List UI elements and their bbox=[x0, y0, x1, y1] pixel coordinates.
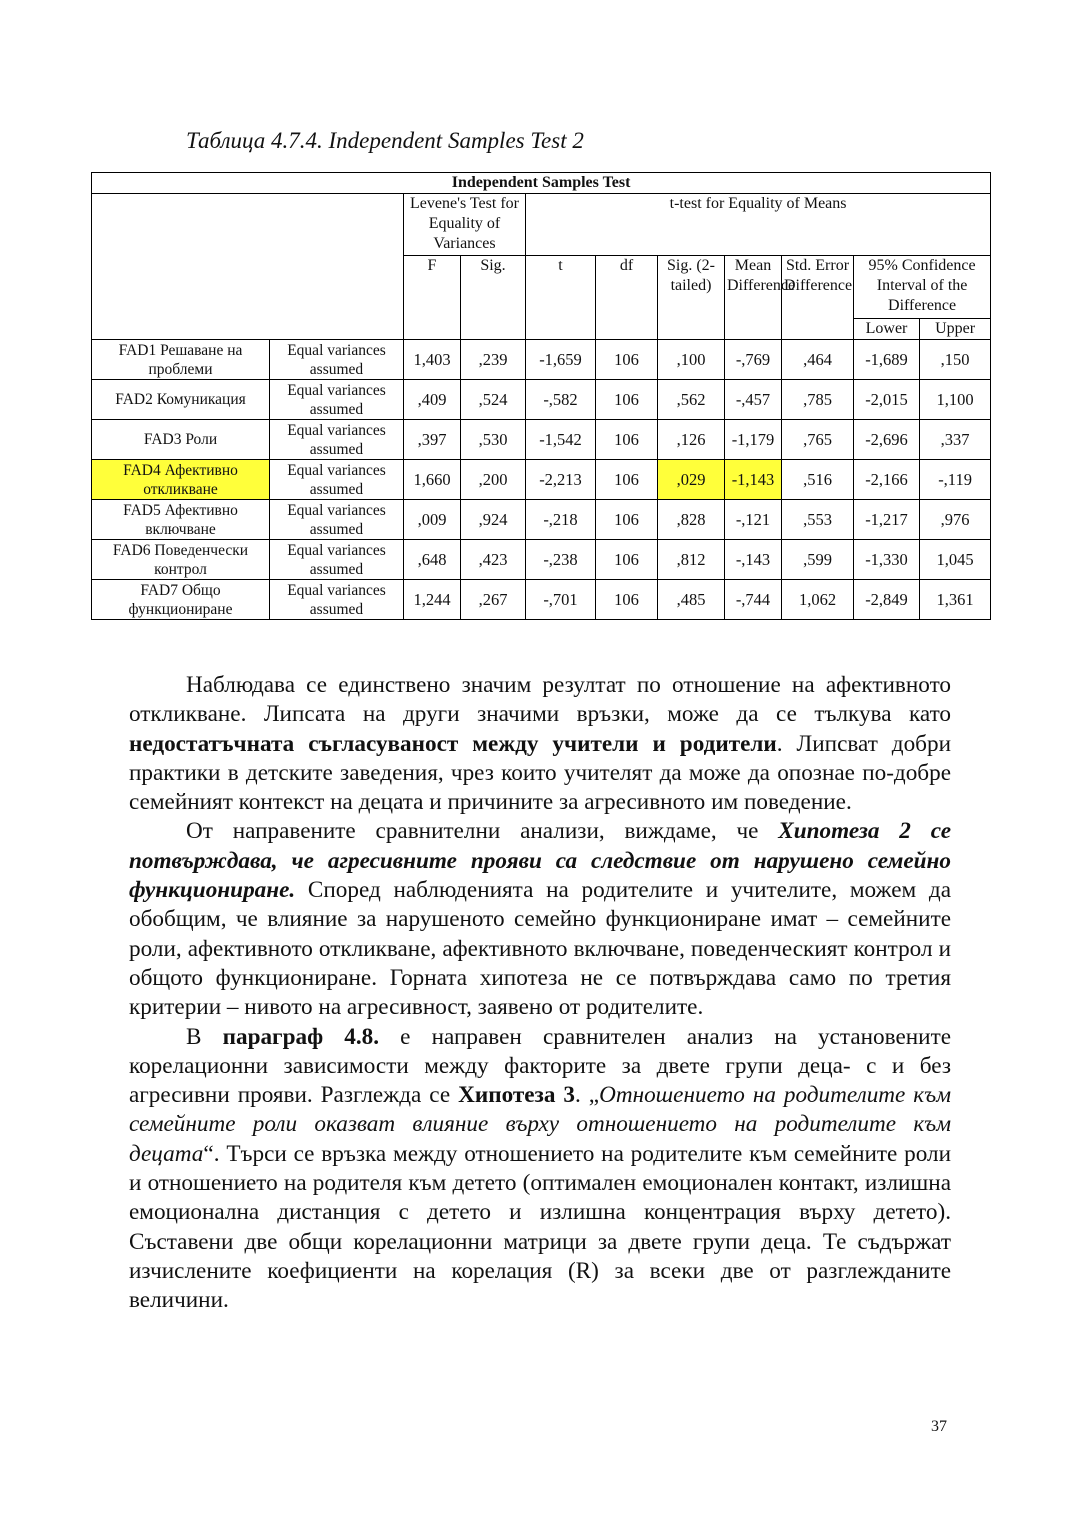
cell-lower: -2,849 bbox=[854, 580, 920, 620]
p2-text-a: От направените сравнителни анализи, виждаме, че bbox=[186, 818, 779, 845]
cell-sig: ,924 bbox=[461, 500, 526, 540]
paragraph-2 bbox=[129, 817, 951, 1022]
cell-upper: ,976 bbox=[920, 500, 991, 540]
row-label: FAD3 Роли bbox=[92, 420, 270, 460]
table-caption: Таблица 4.7.4. Independent Samples Test 2 bbox=[186, 128, 584, 153]
cell-t: -1,659 bbox=[526, 340, 596, 380]
levene-header: Levene's Test for Equality of Variances bbox=[404, 194, 526, 256]
cell-sig2: ,100 bbox=[658, 340, 725, 380]
row-assumption: Equal variances assumed bbox=[270, 420, 404, 460]
cell-lower: -1,689 bbox=[854, 340, 920, 380]
ttest-header: t-test for Equality of Means bbox=[526, 194, 991, 256]
cell-sig2: ,126 bbox=[658, 420, 725, 460]
cell-std-error: ,464 bbox=[782, 340, 854, 380]
table-row-highlighted bbox=[92, 460, 991, 500]
p3-bold-paragraph-ref: параграф 4.8. bbox=[222, 1023, 380, 1050]
table-row bbox=[92, 580, 991, 620]
cell-upper: 1,045 bbox=[920, 540, 991, 580]
p3-bold-hypothesis: Хипотеза 3 bbox=[458, 1082, 576, 1109]
table-row bbox=[92, 420, 991, 460]
cell-df: 106 bbox=[596, 500, 658, 540]
col-f: F bbox=[404, 256, 461, 340]
cell-std-error: ,785 bbox=[782, 380, 854, 420]
cell-std-error: ,599 bbox=[782, 540, 854, 580]
page-number: 37 bbox=[931, 1418, 947, 1435]
cell-t: -,238 bbox=[526, 540, 596, 580]
cell-sig2: ,812 bbox=[658, 540, 725, 580]
p3-text-c: е направен сравнителен анализ на установените корелационни зависимости между факторите за двете групи деца- с и без агресивни прояви. Разглежда се bbox=[129, 1023, 951, 1109]
cell-df: 106 bbox=[596, 420, 658, 460]
cell-upper: 1,361 bbox=[920, 580, 991, 620]
col-sig2: Sig. (2-tailed) bbox=[658, 256, 725, 340]
cell-std-error: ,553 bbox=[782, 500, 854, 540]
cell-f: ,409 bbox=[404, 380, 461, 420]
p1-text-c: . Липсват добри практики в детските заведения, чрез които учителят да може да опознае по-добре семейният контекст на децата и причините за агресивното им поведение. bbox=[129, 730, 951, 816]
row-label: FAD1 Решаване на проблеми bbox=[92, 340, 270, 380]
cell-f: 1,244 bbox=[404, 580, 461, 620]
p3-text-e: . „ bbox=[575, 1082, 600, 1109]
p1-bold: недостатъчната съгласуваност между учители и родители bbox=[129, 730, 777, 757]
col-std-error: Std. Error Difference bbox=[782, 256, 854, 340]
row-label: FAD2 Комуникация bbox=[92, 380, 270, 420]
header-blank bbox=[92, 194, 404, 340]
col-sig: Sig. bbox=[461, 256, 526, 340]
col-mean-diff: Mean Difference bbox=[725, 256, 782, 340]
row-label: FAD7 Общо функциониране bbox=[92, 580, 270, 620]
cell-mean-diff: -,143 bbox=[725, 540, 782, 580]
cell-f: ,648 bbox=[404, 540, 461, 580]
cell-df: 106 bbox=[596, 460, 658, 500]
cell-df: 106 bbox=[596, 580, 658, 620]
row-label: FAD5 Афективно включване bbox=[92, 500, 270, 540]
row-assumption: Equal variances assumed bbox=[270, 500, 404, 540]
cell-std-error: 1,062 bbox=[782, 580, 854, 620]
row-assumption: Equal variances assumed bbox=[270, 380, 404, 420]
row-assumption: Equal variances assumed bbox=[270, 580, 404, 620]
cell-lower: -2,015 bbox=[854, 380, 920, 420]
cell-lower: -2,166 bbox=[854, 460, 920, 500]
cell-mean-diff-highlighted: -1,143 bbox=[725, 460, 782, 500]
col-ci: 95% Confidence Interval of the Difference bbox=[854, 256, 991, 319]
cell-sig: ,239 bbox=[461, 340, 526, 380]
cell-upper: ,150 bbox=[920, 340, 991, 380]
cell-f: 1,403 bbox=[404, 340, 461, 380]
cell-t: -2,213 bbox=[526, 460, 596, 500]
paragraph-3 bbox=[129, 1023, 951, 1316]
table-row bbox=[92, 500, 991, 540]
cell-sig: ,530 bbox=[461, 420, 526, 460]
table-row bbox=[92, 340, 991, 380]
cell-sig: ,267 bbox=[461, 580, 526, 620]
p2-bold-italic: Хипотеза 2 се потвърждава, че агресивните прояви са следствие от нарушено семейно функциониране. bbox=[129, 818, 951, 904]
table-title: Independent Samples Test bbox=[92, 173, 991, 194]
cell-upper: 1,100 bbox=[920, 380, 991, 420]
cell-sig: ,524 bbox=[461, 380, 526, 420]
row-label: FAD6 Поведенчески контрол bbox=[92, 540, 270, 580]
cell-sig2: ,562 bbox=[658, 380, 725, 420]
cell-std-error: ,765 bbox=[782, 420, 854, 460]
cell-sig: ,200 bbox=[461, 460, 526, 500]
cell-t: -,701 bbox=[526, 580, 596, 620]
cell-t: -,582 bbox=[526, 380, 596, 420]
cell-mean-diff: -,121 bbox=[725, 500, 782, 540]
cell-df: 106 bbox=[596, 380, 658, 420]
col-upper: Upper bbox=[920, 319, 991, 340]
cell-lower: -1,330 bbox=[854, 540, 920, 580]
cell-df: 106 bbox=[596, 540, 658, 580]
row-assumption: Equal variances assumed bbox=[270, 460, 404, 500]
col-lower: Lower bbox=[854, 319, 920, 340]
cell-f: ,009 bbox=[404, 500, 461, 540]
cell-mean-diff: -,457 bbox=[725, 380, 782, 420]
cell-lower: -1,217 bbox=[854, 500, 920, 540]
col-t: t bbox=[526, 256, 596, 340]
cell-lower: -2,696 bbox=[854, 420, 920, 460]
cell-sig: ,423 bbox=[461, 540, 526, 580]
body-text bbox=[129, 671, 951, 1316]
table-row bbox=[92, 540, 991, 580]
p1-text-a: Наблюдава се единствено значим резултат по отношение на афективното откликване. Липсата на други значими връзки, може да се тълкува като bbox=[129, 672, 951, 728]
cell-upper: ,337 bbox=[920, 420, 991, 460]
cell-sig2: ,828 bbox=[658, 500, 725, 540]
table-title-row bbox=[92, 173, 991, 194]
cell-t: -1,542 bbox=[526, 420, 596, 460]
p3-text-g: “. Търси се връзка между отношението на родителите към семейните роли и отношението на родителя към детето (оптимален емоционален контакт, излишна емоционална дистанция с детето и излишна концентрация върху детето). Съставени две общи корелационни матрици за двете групи деца. Те съдържат изчислените коефициенти на корелация (R) за всеки две от разглежданите величини. bbox=[129, 1140, 951, 1314]
cell-df: 106 bbox=[596, 340, 658, 380]
row-assumption: Equal variances assumed bbox=[270, 340, 404, 380]
group-header-row bbox=[92, 194, 991, 256]
col-df: df bbox=[596, 256, 658, 340]
independent-samples-table bbox=[91, 172, 991, 620]
row-label-highlighted: FAD4 Афективно откликване bbox=[92, 460, 270, 500]
cell-upper: -,119 bbox=[920, 460, 991, 500]
cell-sig2: ,485 bbox=[658, 580, 725, 620]
cell-mean-diff: -1,179 bbox=[725, 420, 782, 460]
p3-text-a: В bbox=[186, 1023, 223, 1050]
cell-f: 1,660 bbox=[404, 460, 461, 500]
table-row bbox=[92, 380, 991, 420]
cell-mean-diff: -,744 bbox=[725, 580, 782, 620]
cell-f: ,397 bbox=[404, 420, 461, 460]
cell-std-error: ,516 bbox=[782, 460, 854, 500]
cell-mean-diff: -,769 bbox=[725, 340, 782, 380]
p2-text-c: Според наблюденията на родителите и учителите, можем да обобщим, че влияние за нарушеното семейно функциониране имат – семейните роли, афективното откликване, афективното включване, поведенческият контрол и общото функциониране. Горната хипотеза не се потвърждава само по третия критерии – нивото на агресивност, заявено от родителите. bbox=[129, 877, 951, 1021]
cell-t: -,218 bbox=[526, 500, 596, 540]
row-assumption: Equal variances assumed bbox=[270, 540, 404, 580]
cell-sig2-highlighted: ,029 bbox=[658, 460, 725, 500]
paragraph-1 bbox=[129, 671, 951, 817]
p3-italic-quote: Отношението на родителите към семейните роли оказват влияние върху отношението на родителите към децата bbox=[129, 1082, 951, 1167]
